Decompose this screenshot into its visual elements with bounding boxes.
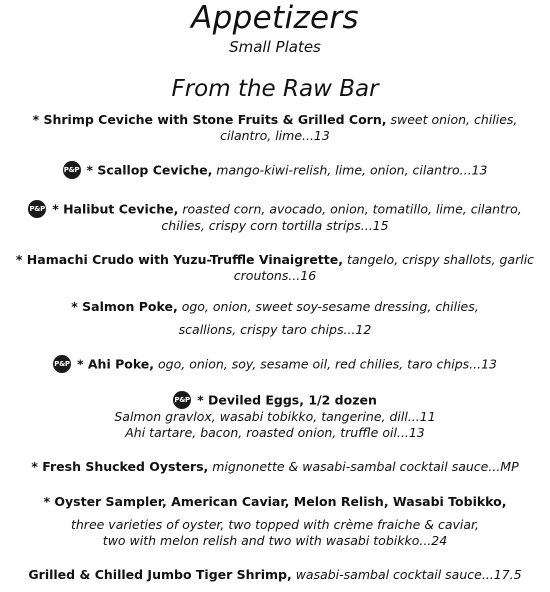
menu-item-halibut-ceviche [0,201,550,219]
menu-item-scallop-ceviche [0,162,550,180]
item-description: wasabi-sambal cocktail sauce...17.5 [291,567,522,582]
page-title: Appetizers [191,0,359,36]
item-name: * Oyster Sampler, American Caviar, Melon Relish, Wasabi Tobikko, [43,494,507,509]
item-description-line: Ahi tartare, bacon, roasted onion, truffle oil...13 [125,425,425,440]
item-name: * Hamachi Crudo with Yuzu-Truffle Vinaigrette, [15,252,343,267]
menu-item-hamachi-crudo [0,252,550,268]
item-description: mango-kiwi-relish, lime, onion, cilantro...13 [212,162,488,178]
item-name: * Deviled Eggs, 1/2 dozen [197,392,377,408]
page-subtitle: Small Plates [229,38,321,56]
item-description: tangelo, crispy shallots, garlic [343,252,535,267]
menu-item-deviled-eggs [0,392,550,410]
item-description: sweet onion, chilies, [386,112,518,127]
item-description-line: cilantro, lime...13 [220,128,330,143]
item-description-line: scallions, crispy taro chips...12 [178,322,372,337]
item-name: * Salmon Poke, [71,299,178,314]
item-description-line: chilies, crispy corn tortilla strips...15 [161,218,389,233]
item-description: ogo, onion, soy, sesame oil, red chilies, taro chips...13 [154,356,498,372]
pp-badge-icon: P&P [173,391,191,409]
item-description: mignonette & wasabi-sambal cocktail sauce...MP [208,459,519,474]
pp-badge-icon: P&P [53,355,71,373]
item-description: roasted corn, avocado, onion, tomatillo, lime, cilantro, [178,201,522,217]
item-name: Grilled & Chilled Jumbo Tiger Shrimp, [28,567,292,582]
item-name: * Halibut Ceviche, [52,201,179,217]
item-description-line: Salmon gravlox, wasabi tobikko, tangerine, dill...11 [114,409,436,424]
item-description-line: three varieties of oyster, two topped with crème fraiche & caviar, [70,517,479,532]
item-description-line: two with melon relish and two with wasabi tobikko...24 [102,533,448,548]
section-heading: From the Raw Bar [171,76,379,102]
menu-item-oyster-sampler [0,494,550,510]
menu-item-shrimp-ceviche [0,112,550,128]
item-name: * Shrimp Ceviche with Stone Fruits & Grilled Corn, [32,112,387,127]
menu-item-tiger-shrimp [0,567,550,583]
pp-badge-icon: P&P [28,200,46,218]
menu-item-fresh-oysters [0,459,550,475]
item-description: ogo, onion, sweet soy-sesame dressing, chilies, [177,299,479,314]
item-name: * Fresh Shucked Oysters, [31,459,209,474]
item-description-line: croutons...16 [233,268,317,283]
menu-item-ahi-poke [0,356,550,374]
item-name: * Scallop Ceviche, [86,162,213,178]
item-name: * Ahi Poke, [76,356,155,372]
menu-item-salmon-poke [0,299,550,315]
pp-badge-icon: P&P [63,161,81,179]
